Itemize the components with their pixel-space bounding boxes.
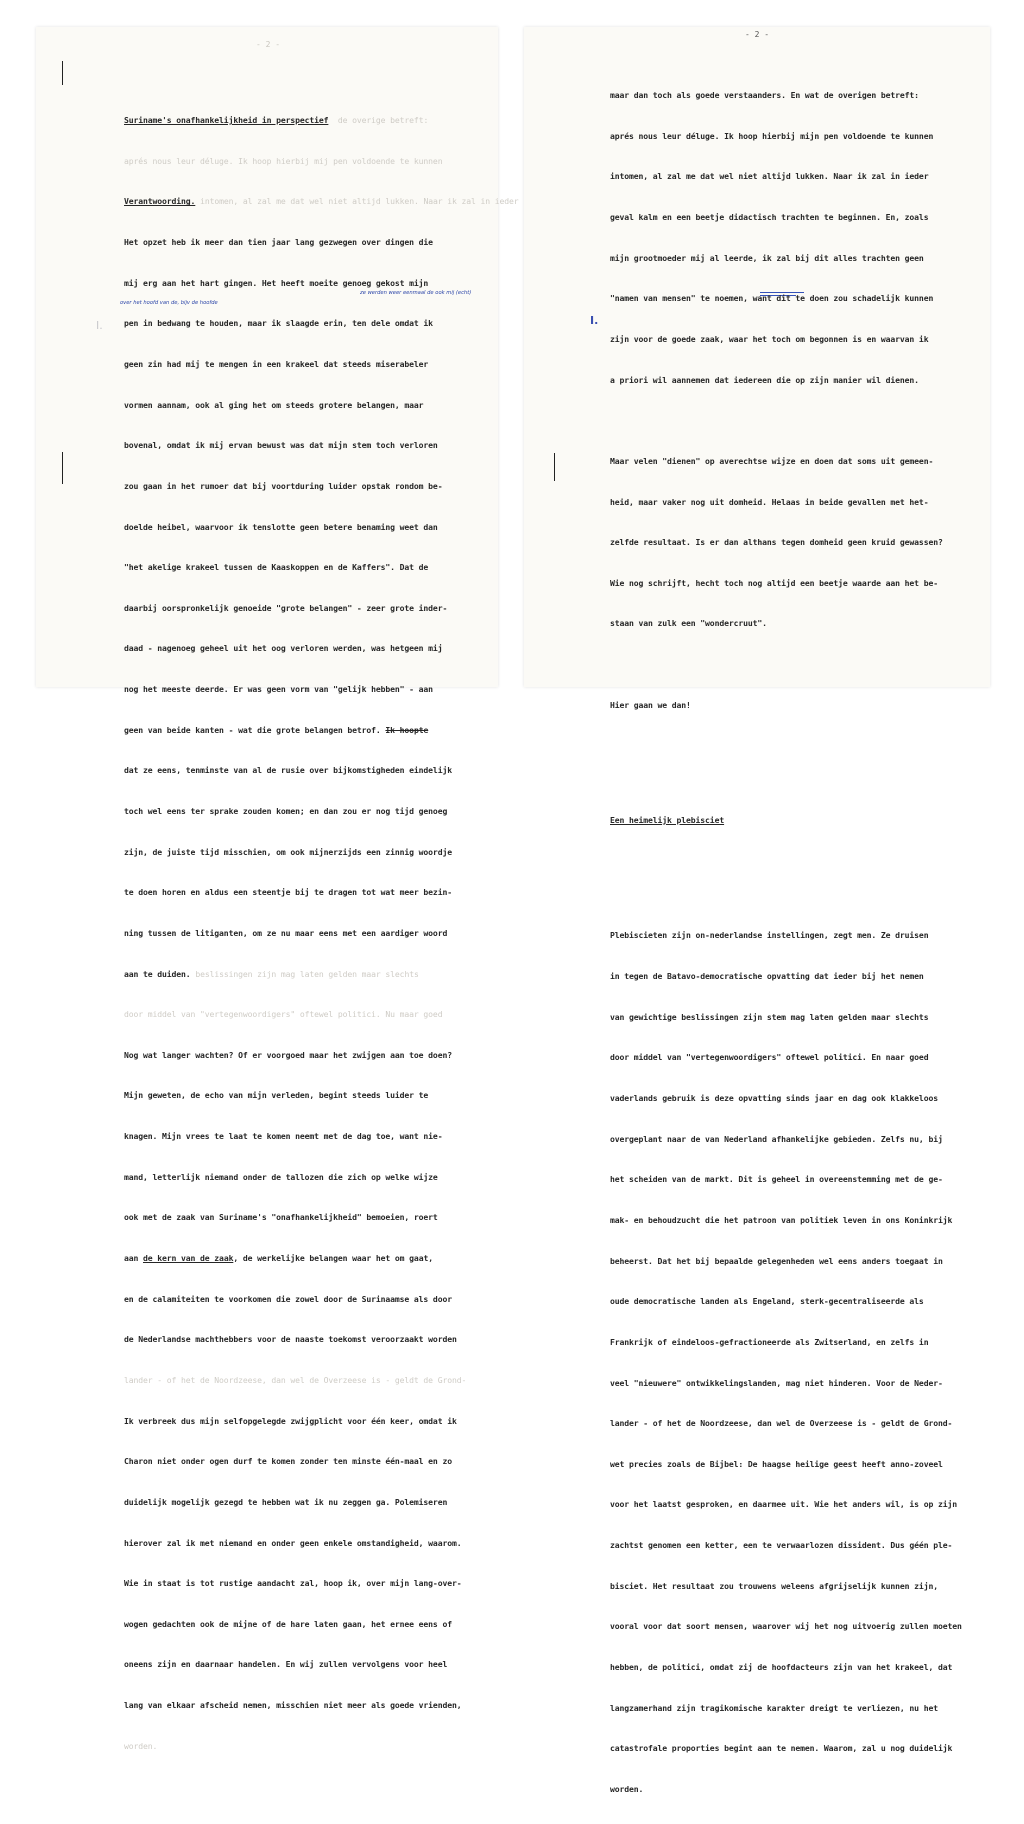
text-line: daad - nagenoeg geheel uit het oog verloren werden, was hetgeen mij	[124, 643, 443, 654]
text-line: ook met de zaak van Suriname's "onafhankelijkheid" bemoeien, roert	[124, 1212, 438, 1223]
text-line: zachtst genomen een ketter, een te verwaarlozen dissident. Dus géén ple-	[610, 1540, 953, 1551]
text-line: ning tussen de litiganten, om ze nu maar eens met een aardiger woord	[124, 927, 448, 938]
text-line: door middel van "vertegenwoordigers" oftewel politici. En naar goed	[610, 1052, 929, 1063]
text-line: de Nederlandse machthebbers voor de naaste toekomst veroorzaakt worden	[124, 1334, 457, 1345]
text-line: oneens zijn en daarnaar handelen. En wij zullen vervolgens voor heel	[124, 1659, 448, 1670]
text-line: wogen gedachten ook de mijne of de hare laten gaan, het ernee eens of	[124, 1618, 452, 1629]
text-line: nog het meeste deerde. Er was geen vorm van "gelijk hebben" - aan	[124, 684, 433, 695]
text-line: geval kalm en een beetje didactisch trachten te beginnen. En, zoals	[610, 212, 929, 223]
text-line: mak- en behoudzucht die het patroon van politiek leven in ons Koninkrijk	[610, 1214, 953, 1225]
text-line: overgeplant naar de van Nederland afhankelijke gebieden. Zelfs nu, bij	[610, 1133, 943, 1144]
text-line: Mijn geweten, de echo van mijn verleden, begint steeds luider te	[124, 1090, 429, 1101]
document-page-right	[524, 27, 990, 1794]
page-text	[124, 87, 519, 1780]
text-line: intomen, al zal me dat wel niet altijd lukken. Naar ik zal in ieder	[610, 171, 929, 182]
text-line: lander - of het de Noordzeese, dan wel de Overzeese is - geldt de Grond-	[610, 1418, 953, 1429]
text-line: hierover zal ik met niemand en onder geen enkele omstandigheid, waarom.	[124, 1537, 462, 1548]
text-line: catastrofale proporties begint aan te nemen. Waarom, zal u nog duidelijk	[610, 1743, 953, 1754]
handwritten-note: over het hoofd van de, bijv de hoofde	[120, 300, 218, 306]
underlined-phrase: de kern van de zaak	[143, 1253, 234, 1264]
text-line: Nog wat langer wachten? Of er voorgoed maar het zwijgen aan toe doen?	[124, 1049, 452, 1060]
text-line: mand, letterlijk niemand onder de tallozen die zich op welke wijze	[124, 1171, 438, 1182]
text-line: aan te duiden.	[124, 968, 191, 979]
text-line: a priori wil aannemen dat iedereen die op zijn manier wil dienen.	[610, 374, 919, 385]
text-line: beheerst. Dat het bij bepaalde gelegenheden wel eens anders toegaat in	[610, 1255, 943, 1266]
text-line: zijn, de juiste tijd misschien, om ook mijnerzijds een zinnig woordje	[124, 846, 452, 857]
text-line: staan van zulk een "wondercruut".	[610, 618, 767, 629]
text-line: zijn voor de goede zaak, waar het toch om begonnen is en waarvan ik	[610, 333, 929, 344]
text-line: knagen. Mijn vrees te laat te komen neemt met de dag toe, want nie-	[124, 1131, 443, 1142]
section-heading: Een heimelijk plebisciet	[610, 815, 725, 826]
text-line: langzamerhand zijn tragikomische karakter dreigt te verliezen, nu het	[610, 1702, 938, 1713]
text-line: Het opzet heb ik meer dan tien jaar lang gezwegen over dingen die	[124, 237, 433, 248]
text-line: Ik verbreek dus mijn selfopgelegde zwijgplicht voor één keer, omdat ik	[124, 1415, 457, 1426]
text-line: in tegen de Batavo-democratische opvatting dat ieder bij het nemen	[610, 971, 924, 982]
text-line: toch wel eens ter sprake zouden komen; en dan zou er nog tijd genoeg	[124, 805, 448, 816]
bleed-through-text: aprés nous leur déluge. Ik hoop hierbij mij pen voldoende te kunnen	[124, 155, 443, 166]
text-fragment: , de werkelijke belangen waar het om gaat,	[233, 1253, 433, 1264]
paragraph-gap	[610, 739, 980, 753]
text-line: wet precies zoals de Bijbel: De haagse heilige geest heeft anno-zoveel	[610, 1458, 943, 1469]
text-line: worden.	[610, 1783, 644, 1794]
page-number: - 2 -	[744, 30, 770, 39]
text-line: doelde heibel, waarvoor ik tenslotte geen betere benaming weet dan	[124, 521, 438, 532]
margin-mark	[62, 61, 63, 85]
text-line: Frankrijk of eindeloos-gefractioneerde als Zwitserland, en zelfs in	[610, 1336, 929, 1347]
text-line: bovenal, omdat ik mij ervan bewust was dat mijn stem toch verloren	[124, 440, 438, 451]
margin-roman-numeral: I.	[590, 314, 599, 327]
bleed-through-text: lander - of het de Noordzeese, dan wel de Overzeese is - geldt de Grond-	[124, 1374, 467, 1385]
page-number: - 2 -	[255, 40, 281, 49]
text-line: mij erg aan het hart gingen. Het heeft moeite genoeg gekost mijn	[124, 277, 429, 288]
text-line: Plebiscieten zijn on-nederlandse instellingen, zegt men. Ze druisen	[610, 930, 929, 941]
text-line: "het akelige krakeel tussen de Kaaskoppen en de Kaffers". Dat de	[124, 562, 429, 573]
text-line: Wie in staat is tot rustige aandacht zal, hoop ik, over mijn lang-over-	[124, 1578, 462, 1589]
text-line: "namen van mensen" te noemen, want dit te doen zou schadelijk kunnen	[610, 293, 934, 304]
text-line: daarbij oorspronkelijk genoeide "grote belangen" - zeer grote inder-	[124, 602, 448, 613]
text-line: te doen horen en aldus een steentje bij te dragen tot wat meer bezin-	[124, 887, 452, 898]
text-line: zou gaan in het rumoer dat bij voortduring luider opstak rondom be-	[124, 480, 443, 491]
bleed-through-text: door middel van "vertegenwoordigers" oftewel politici. Nu maar goed	[124, 1009, 443, 1020]
handwritten-note: ze werden weer eenmaal de ook mij (echt)	[360, 290, 472, 296]
bleed-through-text: beslissingen zijn mag laten gelden maar slechts	[195, 968, 419, 979]
bleed-through-text: worden.	[124, 1740, 158, 1751]
text-line: veel "nieuwere" ontwikkelingslanden, mag niet hinderen. Voor de Neder-	[610, 1377, 943, 1388]
text-line: Wie nog schrijft, hecht toch nog altijd een beetje waarde aan het be-	[610, 577, 938, 588]
paragraph-gap	[610, 855, 980, 869]
text-line: lang van elkaar afscheid nemen, misschien niet meer als goede vrienden,	[124, 1700, 462, 1711]
text-fragment: aan	[124, 1253, 144, 1264]
text-line: bisciet. Het resultaat zou trouwens weleens afgrijselijk kunnen zijn,	[610, 1580, 938, 1591]
margin-mark	[554, 453, 555, 481]
margin-roman-numeral: I.	[96, 319, 103, 332]
text-line: Charon niet onder ogen durf te komen zonder ten minste één-maal en zo	[124, 1456, 452, 1467]
paragraph-gap	[610, 780, 980, 787]
text-line: oude democratische landen als Engeland, sterk-gecentraliseerde als	[610, 1296, 924, 1307]
text-line: heid, maar vaker nog uit domheid. Helaas in beide gevallen met het-	[610, 496, 929, 507]
text-line: hebben, de politici, omdat zij de hoofdacteurs zijn van het krakeel, dat	[610, 1661, 953, 1672]
struck-text: Ik hoopte	[385, 724, 429, 735]
text-line: zelfde resultaat. Is er dan althans tegen domheid geen kruid gewassen?	[610, 537, 943, 548]
section-heading: Verantwoording.	[124, 196, 196, 207]
text-line: vaderlands gebruik is deze opvatting sinds jaar en dag ook klakkeloos	[610, 1093, 938, 1104]
text-line: het scheiden van de markt. Dit is geheel in overeenstemming met de ge-	[610, 1174, 943, 1185]
text-line: maar dan toch als goede verstaanders. En wat de overigen betreft:	[610, 90, 919, 101]
text-line: vooral voor dat soort mensen, waarover wij het nog uitvoerig zullen moeten	[610, 1621, 962, 1632]
text-line: mijn grootmoeder mij al leerde, ik zal bij dit alles trachten geen	[610, 252, 924, 263]
text-line: en de calamiteiten te voorkomen die zowel door de Surinaamse als door	[124, 1293, 452, 1304]
paragraph-gap	[610, 414, 980, 428]
page-text	[610, 62, 980, 1824]
text-line: pen in bedwang te houden, maar ik slaagde erin, ten dele omdat ik	[124, 318, 433, 329]
text-line: van gewichtige beslissingen zijn stem mag laten gelden maar slechts	[610, 1011, 929, 1022]
text-line: Hier gaan we dan!	[610, 699, 691, 710]
bleed-through-text: de overige betreft:	[337, 115, 429, 126]
paragraph-gap	[610, 895, 980, 902]
bleed-through-text: intomen, al zal me dat wel niet altijd lukken. Naar ik zal in ieder	[200, 196, 519, 207]
text-line: geen zin had mij te mengen in een krakeel dat steeds miserabeler	[124, 358, 429, 369]
text-line: Maar velen "dienen" op averechtse wijze en doen dat soms uit gemeen-	[610, 455, 934, 466]
text-line: duidelijk mogelijk gezegd te hebben wat ik nu zeggen ga. Polemiseren	[124, 1496, 448, 1507]
document-title: Suriname's onafhankelijkheid in perspectief	[124, 115, 329, 126]
document-page-left	[36, 27, 519, 1751]
text-line: vormen aannam, ook al ging het om steeds grotere belangen, maar	[124, 399, 424, 410]
text-line: geen van beide kanten - wat die grote belangen betrof.	[124, 724, 381, 735]
text-line: voor het laatst gesproken, en daarmee uit. Wie het anders wil, is op zijn	[610, 1499, 957, 1510]
text-line: aprés nous leur déluge. Ik hoop hierbij mijn pen voldoende te kunnen	[610, 130, 934, 141]
text-line: dat ze eens, tenminste van al de rusie over bijkomstigheden eindelijk	[124, 765, 452, 776]
paragraph-gap	[610, 658, 980, 672]
